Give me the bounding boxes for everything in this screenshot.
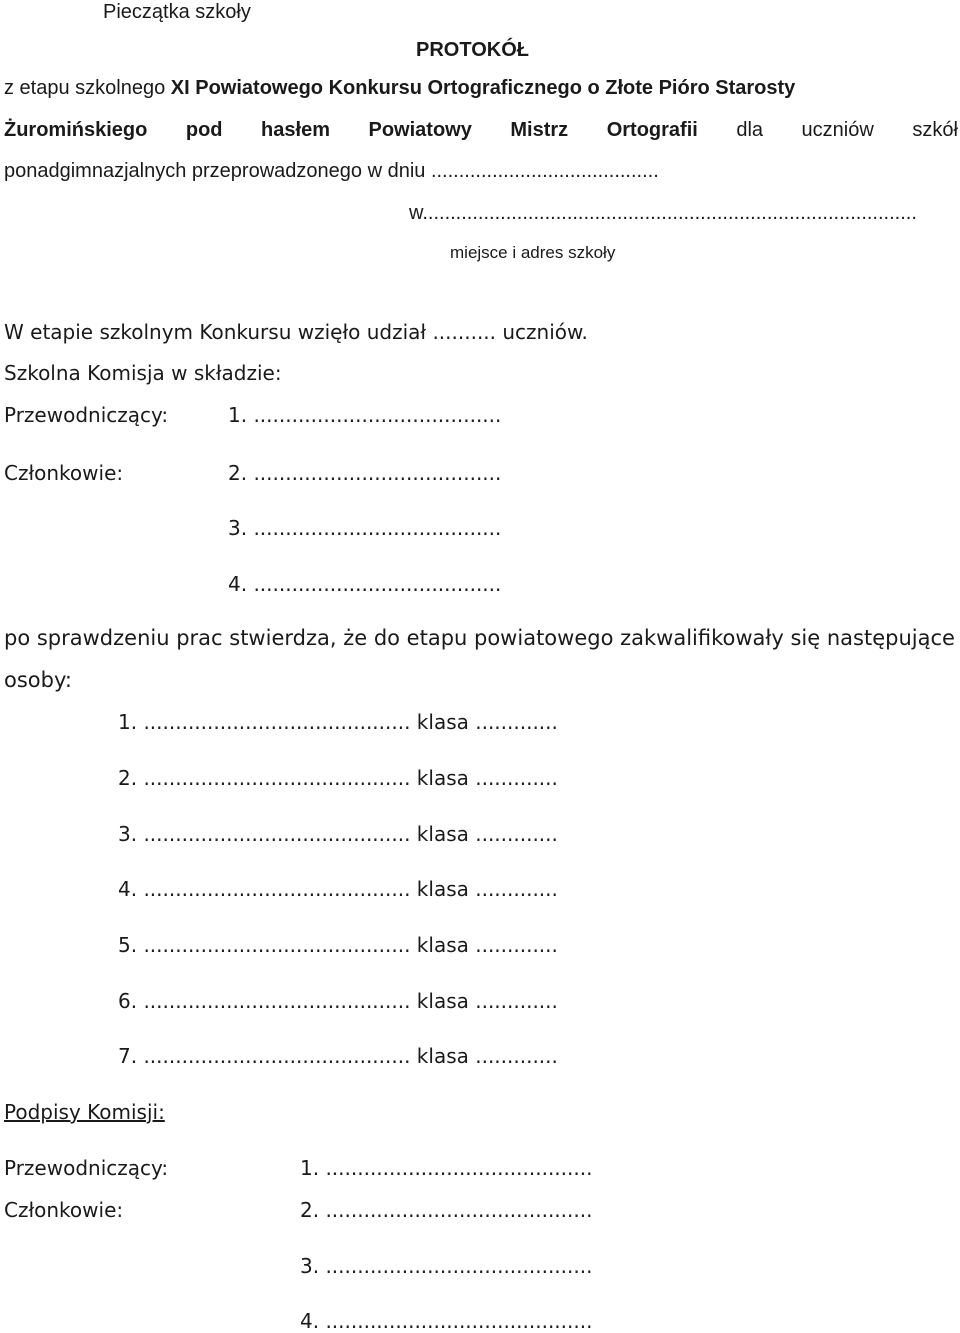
members-label: Członkowie: <box>4 461 124 485</box>
signature-entry: 3. .......................................... <box>300 1254 593 1278</box>
participation-line: W etapie szkolnym Konkursu wzięło udział .......... uczniów. <box>4 320 588 344</box>
word-4: Powiatowy <box>368 119 472 141</box>
date-line: ponadgimnazjalnych przeprowadzonego w dniu ......................................... <box>4 160 659 182</box>
qualified-entry: 4. .......................................... klasa ............. <box>118 877 558 901</box>
word-1: Żuromińskiego <box>4 119 148 141</box>
signature-entry: 1. .......................................... <box>300 1156 593 1180</box>
word-3: hasłem <box>261 119 330 141</box>
word-6: Ortografii <box>606 119 698 141</box>
word-9: szkół <box>912 119 958 141</box>
signature-entry: 4. .......................................... <box>300 1309 593 1333</box>
committee-entry: 1. ....................................... <box>228 403 502 427</box>
committee-heading: Szkolna Komisja w składzie: <box>4 361 282 385</box>
word-2: pod <box>185 119 223 141</box>
committee-entry: 3. ....................................... <box>228 516 502 540</box>
result-line-2: osoby: <box>4 668 72 692</box>
result-line-1: po sprawdzeniu prac stwierdza, że do etapu powiatowego zakwalifikowały się następujące <box>4 626 955 650</box>
protocol-title: PROTOKÓŁ <box>416 39 529 61</box>
qualified-entry: 6. .......................................... klasa ............. <box>118 989 558 1013</box>
signatures-heading: Podpisy Komisji: <box>4 1100 165 1124</box>
word-7: dla <box>736 119 764 141</box>
qualified-entry: 5. .......................................... klasa ............. <box>118 933 558 957</box>
committee-entry: 4. ....................................... <box>228 572 502 596</box>
intro-plain-text: z etapu szkolnego <box>4 77 171 99</box>
place-line: w......................................................................................... <box>409 202 917 224</box>
school-stamp-label: Pieczątka szkoły <box>103 1 251 23</box>
contest-name-line-2 <box>4 120 958 140</box>
chair-label: Przewodniczący: <box>4 403 169 427</box>
contest-name: XI Powiatowego Konkursu Ortograficznego o Złote Pióro Starosty <box>170 77 796 99</box>
place-caption: miejsce i adres szkoły <box>450 243 616 262</box>
signature-members-label: Członkowie: <box>4 1198 124 1222</box>
intro-line <box>4 78 795 98</box>
signature-chair-label: Przewodniczący: <box>4 1156 169 1180</box>
qualified-entry: 1. .......................................... klasa ............. <box>118 710 558 734</box>
qualified-entry: 2. .......................................... klasa ............. <box>118 766 558 790</box>
signature-entry: 2. .......................................... <box>300 1198 593 1222</box>
word-5: Mistrz <box>510 119 569 141</box>
committee-entry: 2. ....................................... <box>228 461 502 485</box>
qualified-entry: 3. .......................................... klasa ............. <box>118 822 558 846</box>
qualified-entry: 7. .......................................... klasa ............. <box>118 1044 558 1068</box>
word-8: uczniów <box>801 119 874 141</box>
